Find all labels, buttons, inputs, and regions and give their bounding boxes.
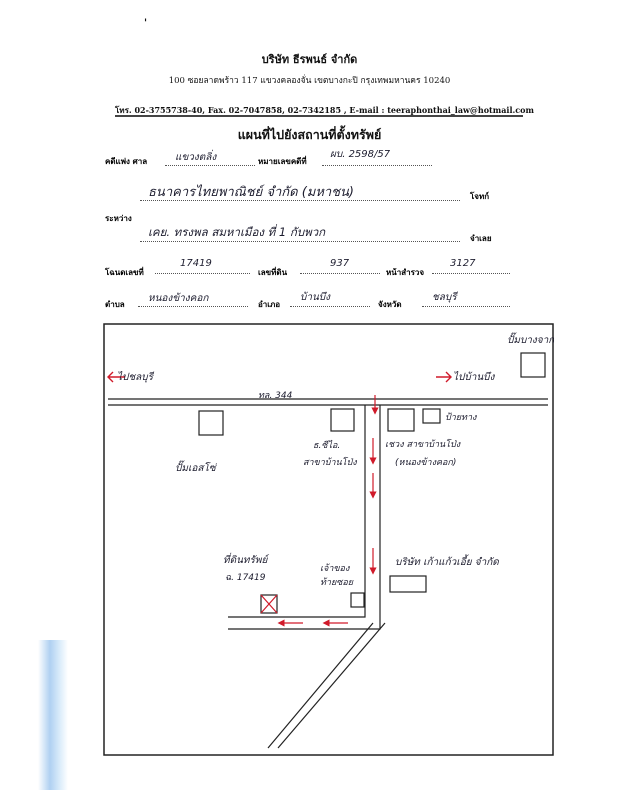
- company-box: [390, 576, 426, 592]
- header-underline: [115, 115, 523, 117]
- map-frame: [104, 324, 553, 755]
- plaintiff-value: ธนาคารไทยพาณิชย์ จำกัด (มหาชน): [148, 185, 354, 200]
- defendant-dotline: [140, 241, 460, 242]
- company-name: บริษัท ธีรพนธ์ จำกัด: [261, 53, 358, 66]
- bank-box: [331, 409, 354, 431]
- page-title: แผนที่ไปยังสถานที่ตั้งทรัพย์: [237, 127, 382, 142]
- court-dotline: [165, 165, 255, 166]
- company-address: 100 ซอยลาดพร้าว 117 แขวงคลองจั่น เขตบางกะปิ กรุงเทพมหานคร 10240: [168, 76, 451, 86]
- arrow-to-right: [436, 372, 451, 382]
- company-contact: โทร. 02-3755738-40, Fax. 02-7047858, 02-7342185 , E-mail : teeraphonthai_law@hotmail.com: [115, 105, 534, 115]
- bangchak-station-box: [521, 353, 545, 377]
- map-road-label: ทล. 344: [258, 391, 293, 401]
- survey-value: 3127: [450, 258, 476, 269]
- esso-station-box: [199, 411, 223, 435]
- defendant-value: เคย. ทรงพล สมหาเมือง ที่ 1 กับพวก: [148, 225, 326, 239]
- shop-box: [388, 409, 414, 431]
- land-no-dotline: [300, 273, 380, 274]
- map-house-line2: ท้ายซอย: [320, 578, 354, 588]
- map-bank-line1: ธ.ซีไอ.: [313, 441, 341, 451]
- between-label: ระหว่าง: [105, 213, 132, 223]
- map-to-right: ไปบ้านบึง: [453, 372, 495, 383]
- land-no-label: เลขที่ดิน: [258, 267, 288, 277]
- land-no-value: 937: [330, 258, 350, 269]
- scan-speck: ': [144, 18, 148, 29]
- map-company-right: บริษัท เก้าแก้วเอี้ย จำกัด: [395, 557, 499, 568]
- survey-dotline: [432, 273, 510, 274]
- map-shop-line2: (หนองข้างคอก): [395, 458, 457, 468]
- subdistrict-label: ตำบล: [105, 299, 125, 309]
- defendant-label: จำเลย: [470, 233, 492, 243]
- deed-value: 17419: [180, 258, 212, 269]
- branch-road-left: [268, 623, 373, 748]
- district-dotline: [290, 306, 370, 307]
- court-label: คดีแพ่ง ศาล: [105, 156, 148, 166]
- province-label: จังหวัด: [378, 299, 402, 309]
- survey-label: หน้าสำรวจ: [386, 267, 425, 277]
- court-value: แขวงตลิ่ง: [175, 152, 217, 163]
- deed-dotline: [155, 273, 250, 274]
- map-house-line1: เจ้าของ: [320, 564, 350, 574]
- deed-label: โฉนดเลขที่: [105, 267, 144, 277]
- case-no-dotline: [322, 165, 432, 166]
- district-value: บ้านบึง: [300, 292, 331, 303]
- case-no-label: หมายเลขคดีที่: [258, 156, 307, 166]
- province-dotline: [422, 306, 510, 307]
- subdistrict-value: หนองข้างคอก: [148, 293, 209, 304]
- map-shop-line1: เชวง สาขาบ้านโป่ง: [385, 440, 461, 450]
- map-property-line2: ฉ. 17419: [225, 573, 266, 583]
- plaintiff-dotline: [140, 200, 460, 201]
- district-label: อำเภอ: [258, 299, 281, 309]
- map-station-left: ปั๊มเอสโซ่: [175, 463, 216, 474]
- house-box: [351, 593, 364, 607]
- map-to-left: ไปชลบุรี: [117, 372, 154, 383]
- property-plot-cross: [261, 595, 277, 613]
- map-bank-line2: สาขาบ้านโป่ง: [303, 458, 357, 468]
- sign-box: [423, 409, 440, 423]
- case-no-value: ผบ. 2598/57: [330, 149, 391, 160]
- location-map: [103, 323, 554, 756]
- map-sign-right: ป้ายทาง: [445, 413, 477, 423]
- branch-road-right: [278, 623, 385, 748]
- soi-right-edge: [228, 405, 380, 629]
- plaintiff-label: โจทก์: [470, 191, 490, 201]
- map-label-top-right: ปั๊มบางจาก: [507, 335, 554, 346]
- province-value: ชลบุรี: [432, 292, 457, 303]
- scan-edge-stain: [38, 640, 68, 790]
- subdistrict-dotline: [138, 306, 248, 307]
- map-property-line1: ที่ดินทรัพย์: [223, 555, 268, 566]
